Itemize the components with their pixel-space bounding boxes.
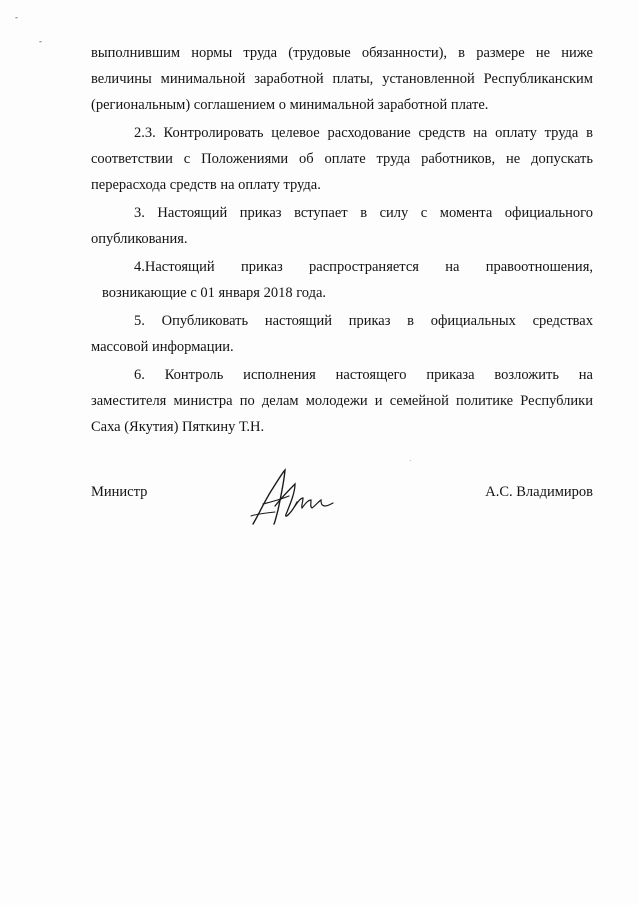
text-line: Саха (Якутия) Пяткину Т.Н. <box>91 419 265 435</box>
signer-title: Министр <box>91 484 148 500</box>
text-line: 5. Опубликовать настоящий приказ в официальных средствах <box>134 313 593 329</box>
text-line: величины минимальной заработной платы, установленной Республиканским <box>91 71 593 87</box>
paragraph-5 <box>91 308 593 360</box>
paragraph-continuation <box>91 40 593 118</box>
handwritten-signature <box>245 466 335 528</box>
text-line: опубликования. <box>91 231 188 247</box>
text-line: массовой информации. <box>91 339 234 355</box>
text-line: перерасхода средств на оплату труда. <box>91 177 321 193</box>
text-line: заместителя министра по делам молодежи и семейной политике Республики <box>91 393 593 409</box>
signer-name: А.С. Владимиров <box>485 484 593 500</box>
scan-artifact: - <box>15 12 18 22</box>
text-line: соответствии с Положениями об оплате труда работников, не допускать <box>91 151 593 167</box>
scan-artifact: . <box>410 457 412 463</box>
text-line: 6. Контроль исполнения настоящего приказа возложить на <box>134 367 593 383</box>
text-line: 3. Настоящий приказ вступает в силу с момента официального <box>134 205 593 221</box>
text-line: возникающие с 01 января 2018 года. <box>102 285 327 301</box>
text-line: выполнившим нормы труда (трудовые обязанности), в размере не ниже <box>91 45 593 61</box>
signature-block <box>91 478 593 538</box>
document-body <box>91 40 593 442</box>
text-line: 4.Настоящий приказ распространяется на правоотношения, <box>134 259 593 275</box>
paragraph-3 <box>91 200 593 252</box>
text-line: (региональным) соглашением о минимальной заработной плате. <box>91 97 489 113</box>
scan-artifact: - <box>39 36 42 46</box>
paragraph-4 <box>91 254 593 306</box>
paragraph-6 <box>91 362 593 440</box>
paragraph-2-3 <box>91 120 593 198</box>
text-line: 2.3. Контролировать целевое расходование средств на оплату труда в <box>134 125 593 141</box>
